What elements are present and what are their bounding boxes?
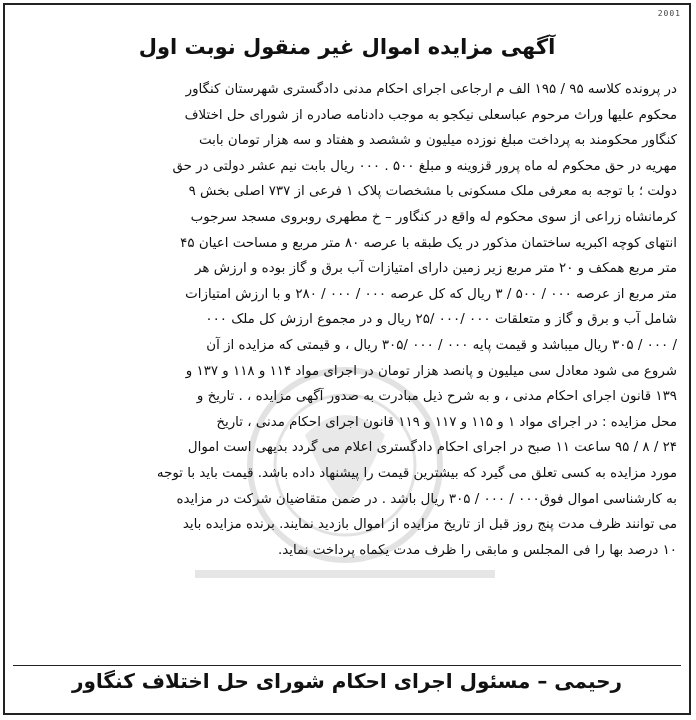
notice-frame <box>3 3 691 715</box>
notice-body-line: ۱۰ درصد بها را فی المجلس و مابقی را ظرف مدت یکماه پرداخت نماید. <box>277 542 677 558</box>
notice-body-line: شروع می شود معادل سی میلیون و پانصد هزار تومان در اجرای مواد ۱۱۴ و ۱۱۸ و ۱۳۷ و <box>185 363 677 379</box>
notice-body-line: ۱۳۹ قانون اجرای احکام مدنی ، و به شرح ذیل مبادرت به صدور آگهی مزایده ، . تاریخ و <box>196 389 677 405</box>
notice-body-line: انتهای کوچه اکبریه ساختمان مذکور در یک طبقه با عرصه ۸۰ متر مربع و مساحت اعیان ۴۵ <box>180 235 677 251</box>
notice-title: آگهی مزایده اموال غیر منقول نوبت اول <box>138 35 556 59</box>
notice-body-line: متر مربع از عرصه ۰۰۰ / ۵۰۰ / ۳ ریال که کل عرصه ۰۰۰ / ۰۰۰ / ۲۸۰ و با ارزش امتیازات <box>185 286 677 302</box>
corner-code: 2001 <box>657 9 681 18</box>
notice-body-line: به کارشناسی اموال فوق۰۰۰ / ۰۰۰ / ۳۰۵ ریال باشد . در ضمن متقاضیان شرکت در مزایده <box>176 491 677 507</box>
notice-body-line: کرمانشاه زراعی از سوی محکوم له واقع در کنگاور – خ مطهری روبروی مسجد سرجوب <box>190 209 677 225</box>
notice-body-line: مهریه در حق محکوم له ماه پرور قزوینه و مبلغ ۵۰۰ . ۰۰۰ ریال بابت نیم عشر دولتی در حق <box>172 158 677 174</box>
notice-body-line: متر مربع همکف و ۲۰ متر مربع زیر زمین دارای امتیازات آب برق و گاز بوده و ارزش هر <box>195 261 677 277</box>
notice-body-line: ۲۴ / ۸ / ۹۵ ساعت ۱۱ صبح در اجرای احکام دادگستری اعلام می گردد بدیهی است اموال <box>187 440 677 456</box>
notice-body-line: می توانند ظرف مدت پنج روز قبل از تاریخ مزایده از اموال بازدید نمایند. برنده مزایده باید <box>182 517 677 533</box>
notice-body <box>19 77 677 563</box>
notice-signature: رحیمی – مسئول اجرای احکام شورای حل اختلاف کنگاور <box>71 669 623 693</box>
notice-body-line: / ۰۰۰ / ۳۰۵ ریال میباشد و قیمت پایه ۰۰۰ / ۰۰۰ /۳۰۵ ریال ، و قیمتی که مزایده از آن <box>206 337 677 353</box>
notice-body-line: کنگاور محکومند به پرداخت مبلغ نوزده میلیون و ششصد و هفتاد و سه هزار تومان بابت <box>198 133 677 149</box>
signature-divider <box>13 665 681 666</box>
notice-body-line: دولت ؛ با توجه به معرفی ملک مسکونی با مشخصات پلاک ۱ فرعی از ۷۳۷ اصلی بخش ۹ <box>188 184 677 200</box>
notice-body-line: مورد مزایده به کسی تعلق می گیرد که بیشترین قیمت را پیشنهاد داده باشد. قیمت باید با توجه <box>156 465 677 481</box>
notice-body-line: در پرونده کلاسه ۹۵ / ۱۹۵ الف م ارجاعی اجرای احکام مدنی دادگستری شهرستان کنگاور <box>185 82 677 97</box>
notice-body-line: محکوم علیها وراث مرحوم عباسعلی نیکجو به موجب دادنامه صادره از شورای حل اختلاف <box>184 107 677 123</box>
notice-body-line: محل مزایده : در اجرای مواد ۱ و ۱۱۵ و ۱۱۷ و ۱۱۹ قانون اجرای احکام مدنی ، تاریخ <box>216 414 677 430</box>
notice-body-line: شامل آب و برق و گاز و متعلقات ۰۰۰ /۰۰۰ /۲۵ ریال و در مجموع ارزش کل ملک ۰۰۰ <box>205 312 677 328</box>
